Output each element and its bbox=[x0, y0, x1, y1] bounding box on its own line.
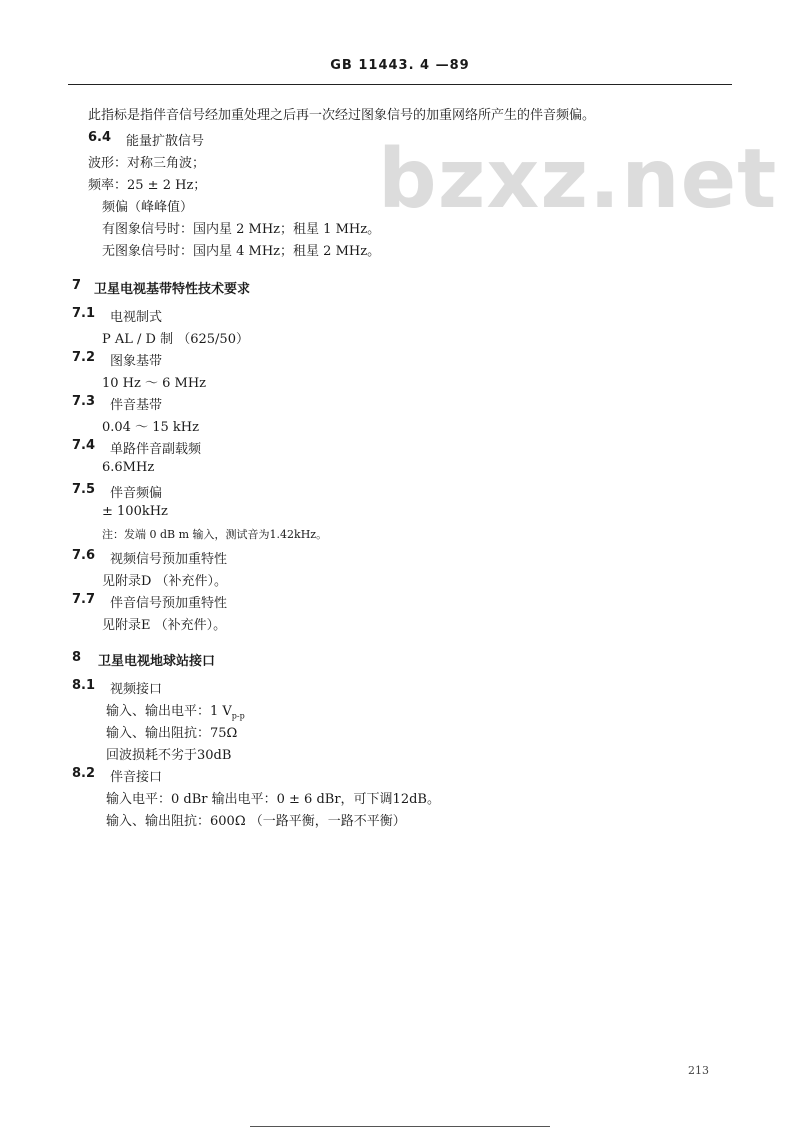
video-level-line bbox=[106, 700, 245, 721]
section-7-3-value: 0.04 ～ 15 kHz bbox=[102, 420, 199, 435]
section-7-2-number: 7.2 bbox=[72, 350, 96, 365]
waveform-line: 波形：对称三角波； bbox=[88, 156, 206, 171]
section-8-2-number: 8.2 bbox=[72, 766, 96, 781]
return-loss-line: 回波损耗不劣于30dB bbox=[106, 748, 232, 763]
page-number: 213 bbox=[688, 1064, 709, 1077]
header-rule bbox=[68, 84, 732, 85]
section-7-1-value: P AL / D 制 （625/50） bbox=[102, 332, 249, 347]
section-7-1-number: 7.1 bbox=[72, 306, 96, 321]
watermark: bzxz.net bbox=[378, 132, 778, 227]
section-7-7-value: 见附录E （补充件）。 bbox=[102, 618, 227, 633]
video-impedance-line: 输入、输出阻抗：75Ω bbox=[106, 726, 238, 741]
section-7-3-title: 伴音基带 bbox=[110, 398, 163, 413]
section-7-number: 7 bbox=[72, 278, 82, 293]
section-7-3-number: 7.3 bbox=[72, 394, 96, 409]
section-7-4-number: 7.4 bbox=[72, 438, 96, 453]
section-7-5-note: 注：发端 0 dB m 输入，测试音为1.42kHz。 bbox=[102, 528, 328, 541]
section-8-number: 8 bbox=[72, 650, 82, 665]
section-7-title: 卫星电视基带特性技术要求 bbox=[94, 282, 251, 297]
section-7-6-title: 视频信号预加重特性 bbox=[110, 552, 228, 567]
section-7-4-value: 6.6MHz bbox=[102, 460, 155, 475]
section-8-1-title: 视频接口 bbox=[110, 682, 163, 697]
section-7-5-title: 伴音频偏 bbox=[110, 486, 163, 501]
section-8-2-title: 伴音接口 bbox=[110, 770, 163, 785]
section-7-1-title: 电视制式 bbox=[110, 310, 163, 325]
section-6-4-title: 能量扩散信号 bbox=[126, 134, 205, 149]
section-7-4-title: 单路伴音副载频 bbox=[110, 442, 202, 457]
without-image-line: 无图象信号时：国内星 4 MHz；租星 2 MHz。 bbox=[102, 244, 381, 259]
intro-paragraph: 此指标是指伴音信号经加重处理之后再一次经过图象信号的加重网络所产生的伴音频偏。 bbox=[88, 108, 596, 123]
section-6-4-number: 6.4 bbox=[88, 130, 112, 145]
document-header-code: GB 11443. 4 —89 bbox=[330, 58, 470, 73]
section-7-2-value: 10 Hz ～ 6 MHz bbox=[102, 376, 207, 391]
section-7-6-value: 见附录D （补充件）。 bbox=[102, 574, 228, 589]
bottom-rule bbox=[250, 1126, 550, 1127]
section-8-title: 卫星电视地球站接口 bbox=[98, 654, 216, 669]
audio-impedance-line: 输入、输出阻抗：600Ω （一路平衡，一路不平衡） bbox=[106, 814, 406, 829]
section-7-7-number: 7.7 bbox=[72, 592, 96, 607]
video-level-subscript: p-p bbox=[231, 711, 245, 721]
deviation-line: 频偏（峰峰值） bbox=[102, 200, 194, 215]
audio-level-line: 输入电平：0 dBr 输出电平：0 ± 6 dBr，可下调12dB。 bbox=[106, 792, 440, 807]
section-7-6-number: 7.6 bbox=[72, 548, 96, 563]
section-7-5-value: ± 100kHz bbox=[102, 504, 168, 519]
with-image-line: 有图象信号时：国内星 2 MHz；租星 1 MHz。 bbox=[102, 222, 381, 237]
section-7-5-number: 7.5 bbox=[72, 482, 96, 497]
section-7-7-title: 伴音信号预加重特性 bbox=[110, 596, 228, 611]
section-7-2-title: 图象基带 bbox=[110, 354, 163, 369]
section-8-1-number: 8.1 bbox=[72, 678, 96, 693]
frequency-line: 频率：25 ± 2 Hz； bbox=[88, 178, 207, 193]
video-level-text: 输入、输出电平：1 V bbox=[106, 704, 232, 719]
